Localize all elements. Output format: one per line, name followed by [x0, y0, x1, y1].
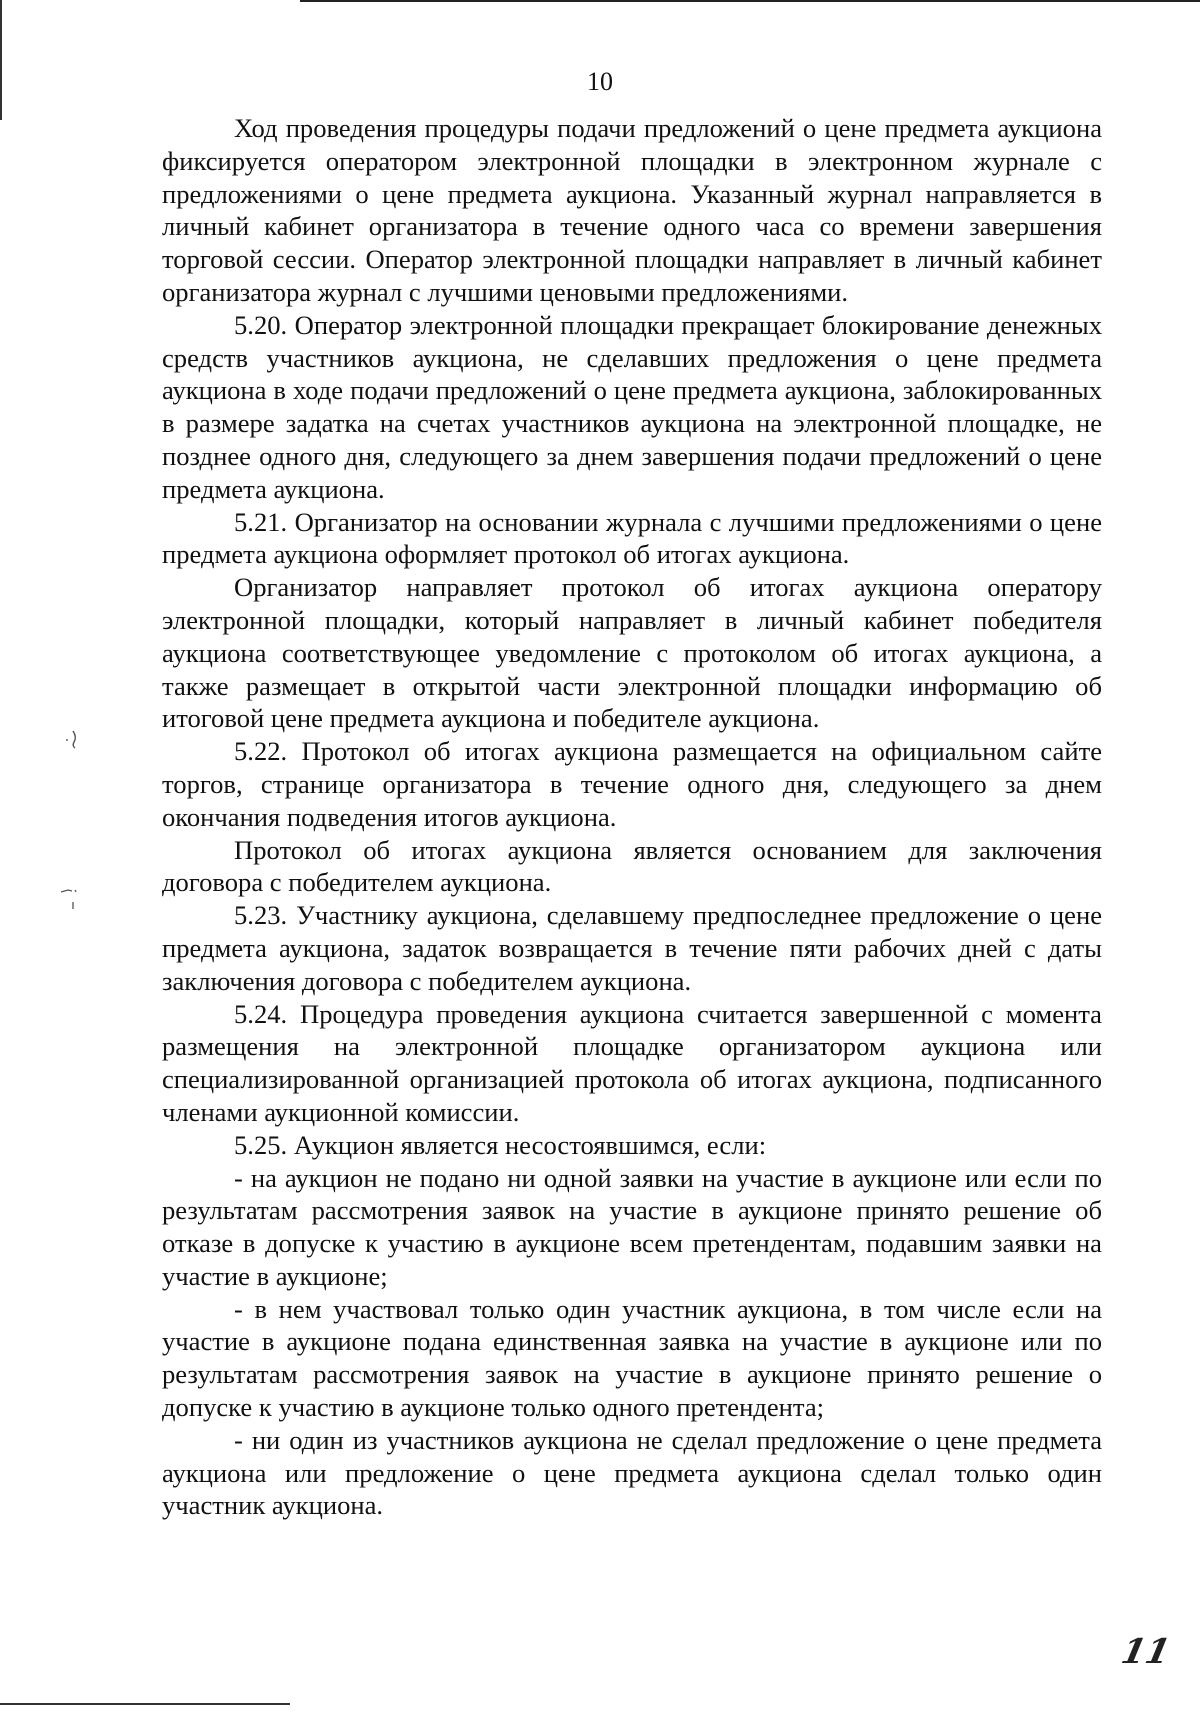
paragraph-5-21: 5.21. Организатор на основании журнала с лучшими предложениями о цене предмета аукциона оформляет протокол об итогах аукциона.: [162, 506, 1102, 570]
list-item-single-participant: - в нем участвовал только один участник аукциона, в том числе если на участие в аукционе подана единственная заявка на участие в аукционе или по результатам рассмотрения заявок на участие в аукционе принято решение о допуске к участию в аукционе только одного претендента;: [162, 1293, 1102, 1423]
paragraph-5-23: 5.23. Участнику аукциона, сделавшему предпоследнее предложение о цене предмета аукциона, задаток возвращается в течение пяти рабочих дней с даты заключения договора с победителем аукциона.: [162, 900, 1102, 996]
scan-edge-left: [0, 0, 2, 120]
list-item-no-price-offer: - ни один из участников аукциона не сделал предложение о цене предмета аукциона или предложение о цене предмета аукциона сделал только один участник аукциона.: [162, 1424, 1102, 1521]
paragraph-organizer-sends-protocol: Организатор направляет протокол об итогах аукциона оператору электронной площадки, который направляет в личный кабинет победителя аукциона соответствующее уведомление с протоколом об итогах аукциона, а также размещает в открытой части электронной площадки информацию об итоговой цене предмета аукциона и победителе аукциона.: [162, 572, 1102, 734]
paragraph-5-20: 5.20. Оператор электронной площадки прекращает блокирование денежных средств участников аукциона, не сделавших предложения о цене предмета аукциона в ходе подачи предложений о цене предмета аукциона, заблокированных в размере задатка на счетах участников аукциона на электронной площадке, не позднее одного дня, следующего за днем завершения подачи предложений о цене предмета аукциона.: [162, 309, 1102, 504]
scan-edge-top: [300, 0, 1200, 2]
paragraph-auction-log: Ход проведения процедуры подачи предложений о цене предмета аукциона фиксируется оператором электронной площадки в электронном журнале с предложениями о цене предмета аукциона. Указанный журнал направляется в личный кабинет организатора в течение одного часа со времени завершения торговой сессии. Оператор электронной площадки направляет в личный кабинет организатора журнал с лучшими ценовыми предложениями.: [162, 113, 1102, 307]
paragraph-5-22: 5.22. Протокол об итогах аукциона размещается на официальном сайте торгов, странице организатора в течение одного дня, следующего за днем окончания подведения итогов аукциона.: [162, 736, 1102, 832]
list-item-no-applications: - на аукцион не подано ни одной заявки на участие в аукционе или если по результатам рассмотрения заявок на участие в аукционе принято решение об отказе в допуске к участию в аукционе всем претендентам, подавшим заявки на участие в аукционе;: [162, 1162, 1102, 1291]
page-number: 10: [587, 67, 613, 96]
scan-edge-bottom: [0, 1703, 290, 1705]
paragraph-protocol-basis: Протокол об итогах аукциона является основанием для заключения договора с победителем аукциона.: [162, 834, 1102, 898]
document-body: [162, 112, 1102, 1522]
margin-scribble-mark: [62, 728, 82, 750]
handwritten-page-number: 11: [1117, 1632, 1174, 1672]
margin-scribble-mark: [58, 884, 82, 914]
paragraph-5-24: 5.24. Процедура проведения аукциона считается завершенной с момента размещения на электронной площадке организатором аукциона или специализированной организацией протокола об итогах аукциона, подписанного членами аукционной комиссии.: [162, 998, 1102, 1127]
paragraph-5-25: 5.25. Аукцион является несостоявшимся, если:: [234, 1129, 767, 1160]
